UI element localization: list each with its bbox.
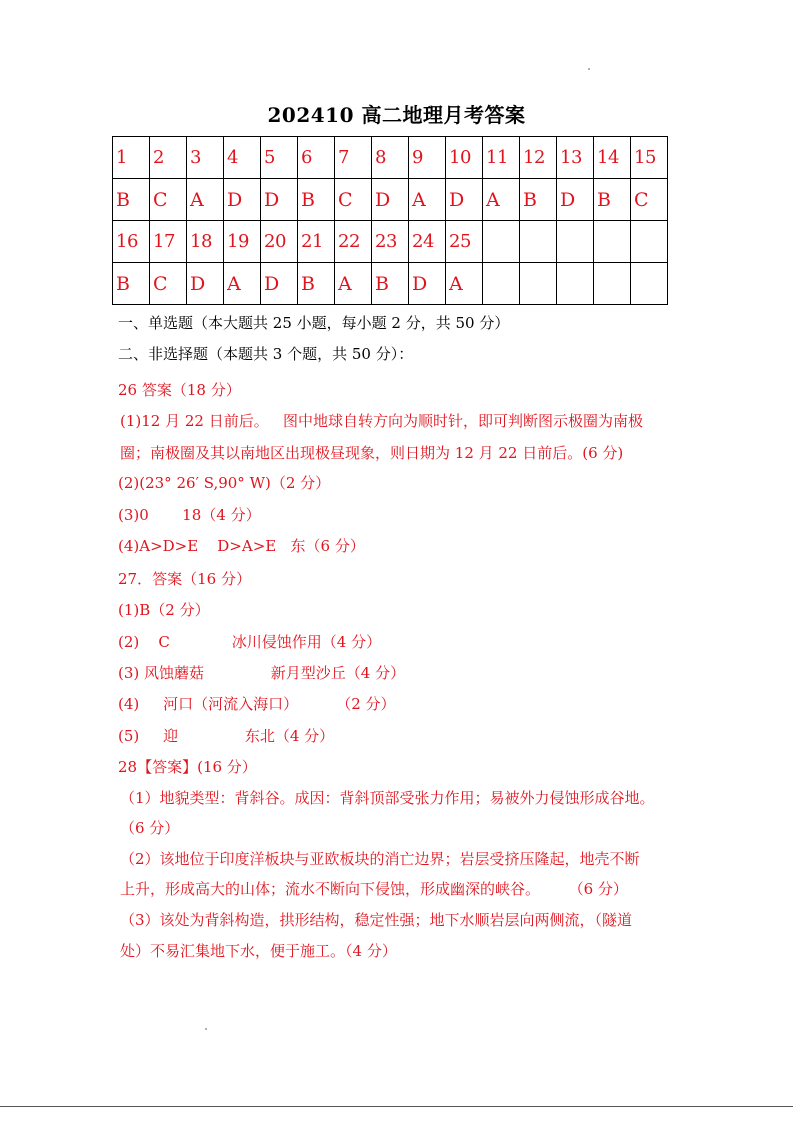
grid-row [113, 221, 668, 263]
answer-cell: C [150, 263, 187, 305]
question-number-cell: 3 [187, 137, 224, 179]
question-number-cell [483, 221, 520, 263]
question-number-cell: 8 [372, 137, 409, 179]
question-number-cell: 17 [150, 221, 187, 263]
answer-cell: C [631, 179, 668, 221]
q28-line-5: （3）该处为背斜构造，拱形结构，稳定性强；地下水顺岩层向两侧流，（隧道 [120, 911, 633, 929]
question-number-cell: 25 [446, 221, 483, 263]
question-number-cell: 9 [409, 137, 446, 179]
answer-cell: D [557, 179, 594, 221]
q28-line-3: （2）该地位于印度洋板块与亚欧板块的消亡边界；岩层受挤压隆起，地壳不断 [120, 850, 640, 868]
answer-cell: B [520, 179, 557, 221]
answer-grid [112, 136, 668, 305]
question-number-cell [520, 221, 557, 263]
section-non-choice: 二、非选择题（本题共 3 个题，共 50 分）： [118, 345, 414, 363]
q27-line-1: (1)B（2 分） [118, 601, 210, 619]
question-number-cell: 15 [631, 137, 668, 179]
q28-line-1: （1）地貌类型：背斜谷。成因：背斜顶部受张力作用；易被外力侵蚀形成谷地。 [120, 789, 655, 807]
q26-line-1: (1)12 月 22 日前后。 图中地球自转方向为顺时针，即可判断图示极圈为南极 [120, 412, 644, 430]
answer-cell: C [150, 179, 187, 221]
answer-cell [594, 263, 631, 305]
answer-cell: D [372, 179, 409, 221]
q26-line-3: (2)(23° 26′ S,90° W)（2 分） [118, 474, 331, 492]
answer-cell [483, 263, 520, 305]
answer-cell: A [224, 263, 261, 305]
question-number-cell: 20 [261, 221, 298, 263]
q27-line-4: (4) 河口（河流入海口） （2 分） [118, 695, 396, 713]
question-number-cell: 14 [594, 137, 631, 179]
question-number-cell: 21 [298, 221, 335, 263]
answer-cell: B [594, 179, 631, 221]
scan-speck [205, 1028, 207, 1030]
question-number-cell [557, 221, 594, 263]
question-number-cell: 12 [520, 137, 557, 179]
answer-cell [557, 263, 594, 305]
q26-line-4: (3)0 18（4 分） [118, 506, 261, 524]
section-single-choice: 一、单选题（本大题共 25 小题，每小题 2 分，共 50 分） [118, 314, 510, 332]
question-number-cell: 6 [298, 137, 335, 179]
question-number-cell: 22 [335, 221, 372, 263]
question-number-cell: 11 [483, 137, 520, 179]
question-number-cell: 24 [409, 221, 446, 263]
grid-row [113, 263, 668, 305]
answer-cell [631, 263, 668, 305]
answer-cell: B [113, 179, 150, 221]
q28-line-6: 处）不易汇集地下水，便于施工。（4 分） [120, 942, 397, 960]
answer-cell: B [113, 263, 150, 305]
scan-speck [588, 68, 590, 70]
question-number-cell: 4 [224, 137, 261, 179]
question-number-cell [631, 221, 668, 263]
answer-cell: D [261, 263, 298, 305]
answer-cell [520, 263, 557, 305]
question-number-cell: 1 [113, 137, 150, 179]
answer-cell: B [298, 179, 335, 221]
q28-line-4: 上升，形成高大的山体；流水不断向下侵蚀，形成幽深的峡谷。 （6 分） [120, 880, 628, 898]
question-number-cell: 5 [261, 137, 298, 179]
q27-header: 27．答案（16 分） [118, 570, 251, 588]
question-number-cell: 2 [150, 137, 187, 179]
grid-row [113, 179, 668, 221]
q26-header: 26 答案（18 分） [118, 381, 241, 399]
grid-row [113, 137, 668, 179]
question-number-cell: 18 [187, 221, 224, 263]
q27-line-3: (3) 风蚀蘑菇 新月型沙丘（4 分） [118, 664, 406, 682]
question-number-cell: 7 [335, 137, 372, 179]
answer-cell: D [446, 179, 483, 221]
page-title: 202410 高二地理月考答案 [267, 103, 526, 127]
page-bottom-rule [0, 1106, 793, 1107]
q26-line-5: (4)A>D>E D>A>E 东（6 分） [118, 537, 365, 555]
q26-line-2: 圈；南极圈及其以南地区出现极昼现象，则日期为 12 月 22 日前后。(6 分) [120, 444, 624, 462]
question-number-cell: 16 [113, 221, 150, 263]
answer-cell: D [224, 179, 261, 221]
answer-cell: B [298, 263, 335, 305]
q27-line-5: (5) 迎 东北（4 分） [118, 727, 335, 745]
answer-cell: A [483, 179, 520, 221]
answer-cell: B [372, 263, 409, 305]
question-number-cell: 10 [446, 137, 483, 179]
answer-cell: A [446, 263, 483, 305]
q27-line-2: (2) C 冰川侵蚀作用（4 分） [118, 633, 382, 651]
question-number-cell: 13 [557, 137, 594, 179]
answer-cell: D [409, 263, 446, 305]
answer-cell: A [335, 263, 372, 305]
q28-header: 28【答案】(16 分） [118, 758, 257, 776]
answer-cell: C [335, 179, 372, 221]
answer-cell: A [409, 179, 446, 221]
q28-line-2: （6 分） [120, 819, 180, 837]
answer-cell: A [187, 179, 224, 221]
answer-cell: D [187, 263, 224, 305]
question-number-cell: 23 [372, 221, 409, 263]
question-number-cell: 19 [224, 221, 261, 263]
question-number-cell [594, 221, 631, 263]
answer-cell: D [261, 179, 298, 221]
